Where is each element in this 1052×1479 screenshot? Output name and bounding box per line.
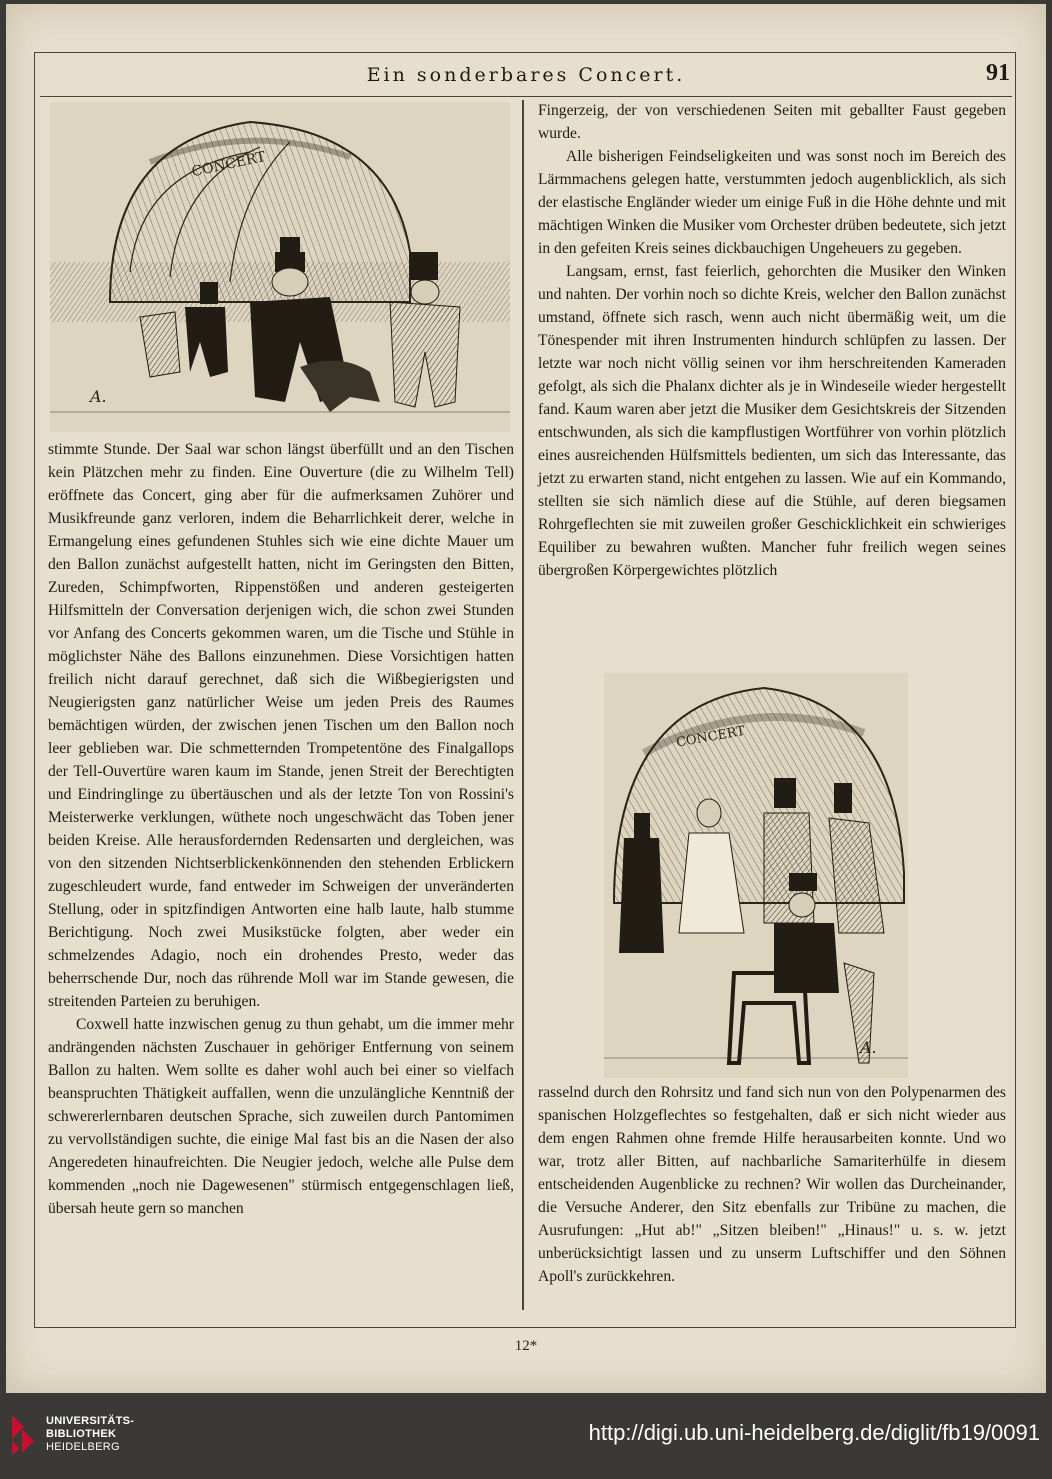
running-header: [40, 58, 1012, 97]
running-title: Ein sonderbares Concert.: [366, 64, 686, 86]
paragraph: stimmte Stunde. Der Saal war schon längst überfüllt und an den Tischen kein Plätzchen mehr zu finden. Eine Ouverture (die zu Wilhelm Tell) eröffnete das Concert, ging aber für die aufmerksamen Zuhörer und Musikfreunde ganz verloren, indem die Beharrlichkeit derer, welche in Ermangelung eines gefundenen Stuhles sich wie eine dichte Mauer um den Ballon zunächst aufgestellt hatten, nicht im Geringsten den Bitten, Zureden, Schimpfworten, Rippenstößen und anderen gesteigerten Hilfsmitteln der Conversation derjenigen wich, die schon zwei Stunden vor Anfang des Concerts gekommen waren, um die Tische und Stühle in möglichster Nähe des Ballons einzunehmen. Diese Vorsichtigen hatten freilich nicht darauf gerechnet, daß sich die Wißbegierigsten und Neugierigsten ganz natürlicher Weise um jeden Preis des Raumes bemächtigen würden, der zwischen jenen Tischen um den Ballon noch leer geblieben war. Die schmetternden Trompetentöne des Finalgallops der Tell-Ouvertüre waren kaum im Stande, jenen Streit der Berechtigten und Eindringlinge zu übertäuschen und als der letzte Ton von Rossini's Meisterwerke verklungen, wüthete noch ungeschwächt das Toben jener beiden Kreise. Alle herausfordernden Redensarten und dergleichen, was von den sitzenden Nichtserblickenkönnenden den stehenden Erblickern zugeschleudert wurde, fand entweder im Schweigen der unveränderten Stellung, oder in spitzfindigen Antworten eine halb laute, halb stumme Berichtigung. Noch zwei Musikstücke folgten, aber weder ein schmelzendes Adagio, noch ein drohendes Presto, weder das beherrschende Dur, noch das rührende Moll war im Stande gewesen, die streitenden Parteien zu beruhigen.: [48, 441, 514, 1010]
paragraph: Fingerzeig, der von verschiedenen Seiten mit geballter Faust gegeben wurde.: [538, 102, 1006, 142]
paragraph: rasselnd durch den Rohrsitz und fand sich nun von den Polypenarmen des spanischen Holzgeflechtes so festgehalten, daß er sich nicht wieder aus dem engen Rahmen ohne fremde Hilfe herausarbeiten konnte. Und wo war, trotz aller Bitten, auf nachbarliche Samariterhülfe in diesem entscheidenden Augenblicke zu rechnen? Wir wollen das Durcheinander, die Versuche Anderer, den Sitz ebenfalls zur Tribüne zu machen, die Ausrufungen: „Hut ab!" „Sitzen bleiben!" „Hinaus!" u. s. w. jetzt unberücksichtigt lassen und zu unserm Luftschiffer und den Söhnen Apoll's zurückkehren.: [538, 1084, 1006, 1285]
right-text-column-top: [538, 99, 1006, 582]
source-url-link[interactable]: http://digi.ub.uni-heidelberg.de/diglit/fb19/0091: [588, 1420, 1040, 1445]
left-text-column: [48, 438, 514, 1220]
right-text-column-bottom: [538, 1081, 1006, 1288]
printer-signature-mark: 12*: [514, 1338, 538, 1354]
column-divider: [522, 100, 524, 1310]
engraving-left-drawing: [50, 102, 510, 432]
library-logo[interactable]: [8, 1411, 156, 1467]
balloon-banner-text: CONCERT: [675, 723, 747, 751]
engraving-crowd-with-balloon: [50, 102, 510, 432]
balloon-banner-text: CONCERT: [190, 148, 267, 181]
engraver-signature: A.: [90, 387, 107, 406]
engraving-spectators-on-chairs: [604, 673, 908, 1078]
page-number: 91: [986, 60, 1010, 86]
engraver-signature: A.: [860, 1038, 877, 1057]
engraving-right-drawing: [604, 673, 908, 1078]
paragraph: Langsam, ernst, fast feierlich, gehorchten die Musiker den Winken und nahten. Der vorhin noch so dichte Kreis, welcher den Ballon zunächst umstand, öffnete sich rasch, wenn auch nicht übermäßig weit, um die Tönespender mit ihren Instrumenten hindurch schlüpfen zu lassen. Der letzte war noch nicht völlig seinen vor ihm herschreitenden Kameraden gefolgt, als sich die Phalanx dichter als je in Windeseile wieder hergestellt fand. Kaum waren aber jetzt die Musiker dem Gesichtskreis der Sitzenden entschwunden, als sich die kampflustigen Wortführer von vorhin plötzlich eines ausreichenden Hülfsmittels bedienten, um sich das Interessante, das jetzt zu erwarten stand, nicht entgehen zu lassen. Wie auf ein Kommando, stellten sie sich nämlich diese auf die Stühle, auf deren biegsamen Rohrgeflechten sie mit zuweilen großer Geschicklichkeit ein schwieriges Equiliber zu bewahren wußten. Mancher fuhr freilich wegen seines übergroßen Körpergewichtes plötzlich: [538, 263, 1006, 579]
paragraph: Coxwell hatte inzwischen genug zu thun gehabt, um die immer mehr andrängenden nächsten Zuschauer in gehöriger Entfernung von seinem Ballon zu halten. Wem sollte es daher wohl auch bei einer so vielfach beanspruchten Thätigkeit auffallen, wenn die unzulängliche Kenntniß der schwererlernbaren deutschen Sprache, sich zuweilen durch Pantomimen zu vervollständigen suchte, die einige Mal fast bis an die Nasen der also Angeredeten hinaufreichten. Die Neugier jedoch, welche alle Pulse dem kommenden „noch nie Dagewesenen" stürmisch entgegenschlagen ließ, übersah heute gern so manchen: [48, 1016, 514, 1217]
library-name: [46, 1415, 134, 1454]
library-logo-icon: [8, 1413, 38, 1457]
library-name-line2: BIBLIOTHEK: [46, 1428, 117, 1440]
library-name-line1: UNIVERSITÄTS-: [46, 1415, 135, 1427]
paragraph: Alle bisherigen Feindseligkeiten und was sonst noch im Bereich des Lärmmachens gelegen hatte, verstummten jedoch augenblicklich, als sich der elastische Engländer wieder um einige Fuß in die Höhe dehnte und mit mächtigen Winken die Musiker vom Orchester drüben bedeutete, sich jetzt in den gefeiten Kreis seines dickbauchigen Ungeheuers zu gegeben.: [538, 148, 1006, 257]
library-city: HEIDELBERG: [46, 1441, 120, 1453]
